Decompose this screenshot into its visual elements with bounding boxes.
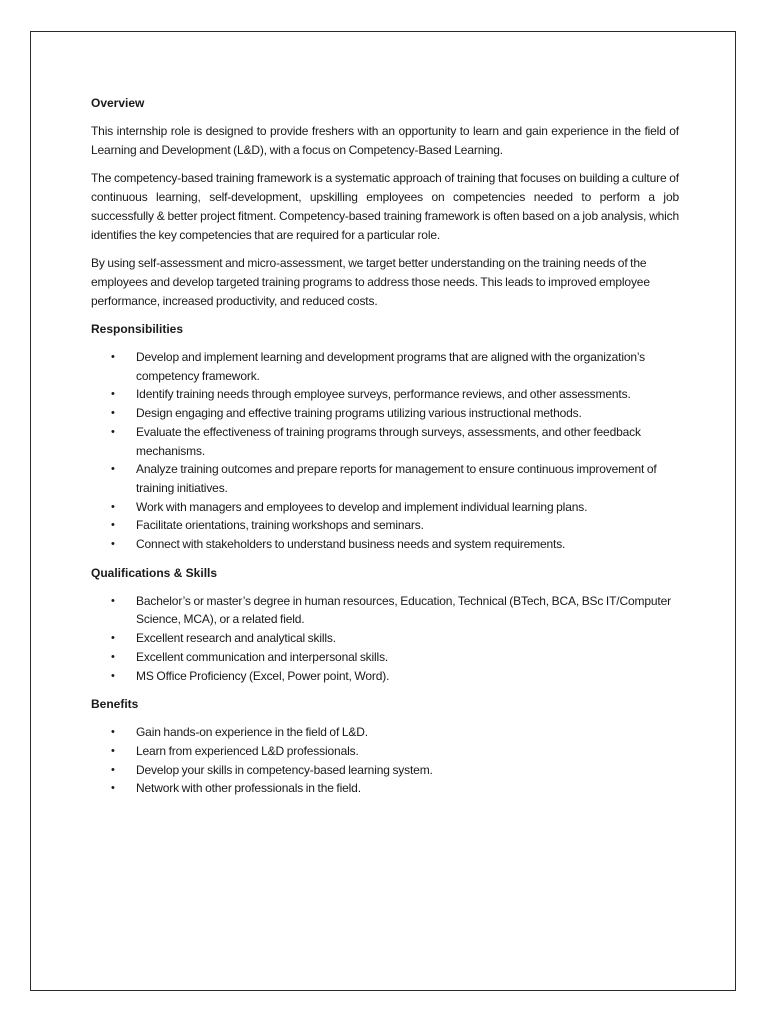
list-item-text: Evaluate the effectiveness of training programs through surveys, assessments, and other feedback mechanisms. bbox=[136, 424, 641, 458]
list-item-text: Facilitate orientations, training workshops and seminars. bbox=[136, 518, 424, 533]
list-item-text: Learn from experienced L&D professionals. bbox=[136, 743, 359, 758]
responsibilities-list bbox=[91, 348, 679, 554]
list-item bbox=[91, 648, 679, 667]
bullet-icon: • bbox=[111, 726, 115, 739]
list-item-text: Network with other professionals in the field. bbox=[136, 781, 361, 796]
list-item bbox=[91, 629, 679, 648]
bullet-icon: • bbox=[111, 538, 115, 551]
bullet-icon: • bbox=[111, 650, 115, 663]
list-item bbox=[91, 761, 679, 780]
list-item bbox=[91, 779, 679, 798]
document-body bbox=[91, 94, 679, 808]
list-item bbox=[91, 460, 679, 497]
overview-heading: Overview bbox=[91, 96, 145, 110]
list-item bbox=[91, 385, 679, 404]
responsibilities-heading: Responsibilities bbox=[91, 322, 184, 336]
list-item-text: Identify training needs through employee surveys, performance reviews, and other assessments. bbox=[136, 387, 631, 402]
list-item-text: Connect with stakeholders to understand business needs and system requirements. bbox=[136, 537, 566, 552]
benefits-list bbox=[91, 723, 679, 798]
list-item-text: Bachelor’s or master’s degree in human resources, Education, Technical (BTech, BCA, BSc IT/Computer Science, MCA), or a related field. bbox=[136, 593, 671, 627]
bullet-icon: • bbox=[111, 463, 115, 476]
list-item bbox=[91, 348, 679, 385]
bullet-icon: • bbox=[111, 669, 115, 682]
list-item bbox=[91, 723, 679, 742]
list-item bbox=[91, 742, 679, 761]
list-item-text: Excellent research and analytical skills. bbox=[136, 631, 336, 646]
bullet-icon: • bbox=[111, 632, 115, 645]
bullet-icon: • bbox=[111, 763, 115, 776]
document-page bbox=[30, 31, 736, 991]
list-item-text: Work with managers and employees to develop and implement individual learning plans. bbox=[136, 499, 588, 514]
overview-paragraph-3: By using self-assessment and micro-assessment, we target better understanding on the training needs of the employees and develop targeted training programs to address those needs. This leads to improved employee performance, increased productivity, and reduced costs. bbox=[91, 256, 650, 308]
bullet-icon: • bbox=[111, 782, 115, 795]
list-item bbox=[91, 404, 679, 423]
list-item-text: Develop your skills in competency-based learning system. bbox=[136, 762, 433, 777]
bullet-icon: • bbox=[111, 351, 115, 363]
bullet-icon: • bbox=[111, 594, 115, 607]
bullet-icon: • bbox=[111, 388, 115, 401]
list-item bbox=[91, 535, 679, 554]
list-item-text: Excellent communication and interpersonal skills. bbox=[136, 649, 389, 664]
benefits-heading: Benefits bbox=[91, 697, 139, 712]
list-item-text: Design engaging and effective training programs utilizing various instructional methods. bbox=[136, 406, 582, 421]
bullet-icon: • bbox=[111, 425, 115, 438]
list-item-text: Analyze training outcomes and prepare reports for management to ensure continuous improvement of training initiatives. bbox=[136, 462, 657, 495]
list-item bbox=[91, 498, 679, 517]
overview-paragraph-1: This internship role is designed to provide freshers with an opportunity to learn and gain experience in the field of Learning and Development (L&D), with a focus on Competency-Based Learning. bbox=[91, 124, 679, 157]
list-item-text: Gain hands-on experience in the field of L&D. bbox=[136, 725, 368, 740]
bullet-icon: • bbox=[111, 500, 115, 513]
bullet-icon: • bbox=[111, 407, 115, 420]
list-item bbox=[91, 592, 679, 629]
overview-paragraph-2: The competency-based training framework is a systematic approach of training that focuses on building a culture of continuous learning, self-development, upskilling employees on competencies needed to perform a job successfully & better project fitment. Competency-based training framework is often based on a job analysis, which identifies the key competencies that are required for a particular role. bbox=[91, 171, 679, 242]
bullet-icon: • bbox=[111, 744, 115, 757]
bullet-icon: • bbox=[111, 519, 115, 532]
list-item-text: Develop and implement learning and development programs that are aligned with the organization’s competency framework. bbox=[136, 350, 646, 383]
qualifications-list bbox=[91, 592, 679, 686]
qualifications-heading: Qualifications & Skills bbox=[91, 565, 218, 580]
list-item bbox=[91, 516, 679, 535]
list-item bbox=[91, 667, 679, 686]
list-item-text: MS Office Proficiency (Excel, Power point, Word). bbox=[136, 668, 390, 683]
list-item bbox=[91, 423, 679, 460]
